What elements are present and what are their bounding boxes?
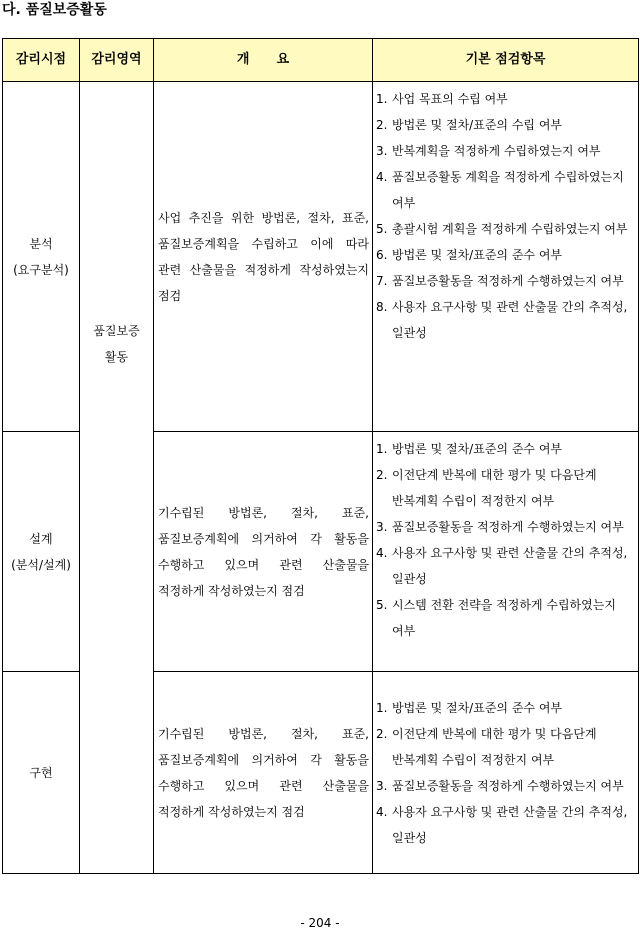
table-header-row [3,39,639,82]
list-item: 3. 품질보증활동을 적정하게 수행하였는지 여부 [376,778,624,793]
list-item: 6. 방법론 및 절차/표준의 준수 여부 [376,248,562,262]
audit-table [2,38,639,874]
checklist-cell [373,432,639,672]
time-sublabel: (분석/설계) [11,557,71,572]
checklist [376,436,636,644]
list-item: 7. 품질보증활동을 적정하게 수행하였는지 여부 [376,274,624,288]
checklist [376,695,636,851]
summary-text: 기수립된 방법론, 절차, 표준, 품질보증계획에 의거하여 각 활동을 수행하고 있으며 관련 산출물을 적정하게 작성하였는지 점검 [158,505,369,598]
list-item: 3. 반복계획을 적정하게 수립하였는지 여부 [376,144,601,158]
header-checklist: 기본 점검항목 [373,39,639,82]
page-number: - 204 - [300,916,340,930]
area-label: 품질보증 활동 [93,323,140,364]
time-cell [3,82,80,432]
list-item: 2. 방법론 및 절차/표준의 수립 여부 [376,118,562,132]
time-cell [3,672,80,874]
time-sublabel: (요구분석) [13,262,69,277]
summary-text: 기수립된 방법론, 절차, 표준, 품질보증계획에 의거하여 각 활동을 수행하고 있으며 관련 산출물을 적정하게 작성하였는지 점검 [158,726,369,819]
summary-cell [154,82,373,432]
list-item: 2. 이전단계 반복에 대한 평가 및 다음단계 반복계획 수립이 적정한지 여부 [376,726,597,767]
header-summary: 개 요 [154,39,373,82]
header-time: 감리시점 [3,39,80,82]
list-item: 1. 방법론 및 절차/표준의 준수 여부 [376,442,562,456]
checklist-cell [373,82,639,432]
summary-text: 사업 추진을 위한 방법론, 절차, 표준, 품질보증계획을 수립하고 이에 따라 관련 산출물을 적정하게 작성하였는지 점검 [158,210,369,303]
summary-cell [154,432,373,672]
list-item: 2. 이전단계 반복에 대한 평가 및 다음단계 반복계획 수립이 적정한지 여부 [376,468,597,508]
list-item: 5. 총괄시험 계획을 적정하게 수립하였는지 여부 [376,222,628,236]
list-item: 4. 사용자 요구사항 및 관련 산출물 간의 추적성, 일관성 [376,546,628,586]
area-cell [80,82,154,874]
list-item: 5. 시스템 전환 전략을 적정하게 수립하였는지 여부 [376,598,616,638]
time-label: 분석 [29,236,53,251]
checklist-cell [373,672,639,874]
checklist [376,86,636,346]
list-item: 1. 방법론 및 절차/표준의 준수 여부 [376,700,562,715]
time-label: 설계 [29,531,53,546]
table-row [3,82,639,432]
list-item: 3. 품질보증활동을 적정하게 수행하였는지 여부 [376,520,624,534]
time-label: 구현 [29,765,53,780]
list-item: 8. 사용자 요구사항 및 관련 산출물 간의 추적성, 일관성 [376,300,628,340]
list-item: 4. 사용자 요구사항 및 관련 산출물 간의 추적성, 일관성 [376,804,628,845]
section-title: 다. 품질보증활동 [2,2,107,18]
summary-cell [154,672,373,874]
time-cell [3,432,80,672]
list-item: 4. 품질보증활동 계획을 적정하게 수립하였는지 여부 [376,170,624,210]
list-item: 1. 사업 목표의 수립 여부 [376,92,508,106]
header-area: 감리영역 [80,39,154,82]
